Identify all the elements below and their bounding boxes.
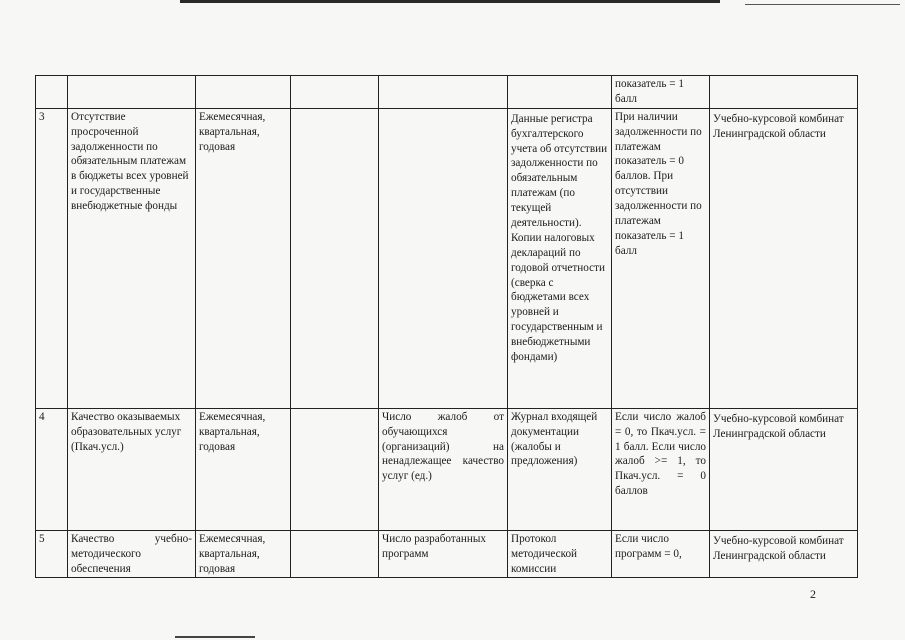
cell-criterion-name: Отсутствие просроченной задолженности по обязательным платежам в бюджеты всех уровней и государственные внебюджетные фонды — [68, 108, 196, 408]
cell-indicator: Число разработанных программ — [379, 530, 508, 578]
executor-text: Учебно-курсовой комбинат Ленинградской области — [713, 534, 844, 562]
cell-calculation: При наличии задолженности по платежам показатель = 0 баллов. При отсутствии задолженности по платежам показатель = 1 балл — [612, 108, 710, 408]
cell-calculation: Если число жалоб = 0, то Пкач.усл. = 1 балл. Если число жалоб >= 1, то Пкач.усл. = 0 баллов — [612, 408, 710, 530]
page-number: 2 — [810, 587, 816, 601]
executor-text: Учебно-курсовой комбинат Ленинградской области — [713, 112, 844, 140]
scan-edge-bottom — [175, 636, 255, 638]
table-row-4 — [36, 408, 858, 530]
cell-number: 5 — [36, 530, 68, 578]
table-row-3 — [36, 108, 858, 408]
cell-frequency: Ежемесячная, квартальная, годовая — [196, 108, 291, 408]
cell-number: 3 — [36, 108, 68, 408]
cell-column-4 — [291, 108, 379, 408]
cell-source — [508, 108, 612, 408]
scan-edge-top-right — [745, 4, 900, 5]
cell-number: 4 — [36, 408, 68, 530]
cell-column-4 — [291, 76, 379, 109]
cell-frequency: Ежемесячная, квартальная, годовая — [196, 530, 291, 578]
cell-criterion-name: Качество оказываемых образовательных услуг (Пкач.усл.) — [68, 408, 196, 530]
executor-text: Учебно-курсовой комбинат Ленинградской области — [713, 412, 844, 440]
cell-indicator — [379, 76, 508, 109]
cell-source: Журнал входящей документации (жалобы и предложения) — [508, 408, 612, 530]
scan-edge-top — [180, 0, 720, 3]
cell-column-4 — [291, 530, 379, 578]
cell-criterion-name — [68, 76, 196, 109]
source-text: Данные регистра бухгалтерского учета об отсутствии задолженности по обязательным платежам (по текущей деятельности). Копии налоговых деклараций по годовой отчетности (сверка с бюджетами всех уровней и государственным и внебюджетными фондами) — [511, 112, 608, 364]
cell-column-4 — [291, 408, 379, 530]
cell-calculation: показатель = 1 балл — [612, 76, 710, 109]
cell-indicator — [379, 108, 508, 408]
criteria-table — [35, 75, 858, 578]
cell-source: Протокол методической комиссии — [508, 530, 612, 578]
cell-calculation: Если число программ = 0, — [612, 530, 710, 578]
table-row-continuation — [36, 76, 858, 109]
cell-frequency: Ежемесячная, квартальная, годовая — [196, 408, 291, 530]
cell-executor — [710, 76, 858, 109]
table-row-5 — [36, 530, 858, 578]
cell-frequency — [196, 76, 291, 109]
cell-source — [508, 76, 612, 109]
cell-criterion-name: Качество учебно-методического обеспечения — [68, 530, 196, 578]
cell-executor — [710, 108, 858, 408]
cell-executor — [710, 530, 858, 578]
cell-number — [36, 76, 68, 109]
cell-indicator: Число жалоб от обучающихся (организаций) на ненадлежащее качество услуг (ед.) — [379, 408, 508, 530]
cell-executor — [710, 408, 858, 530]
